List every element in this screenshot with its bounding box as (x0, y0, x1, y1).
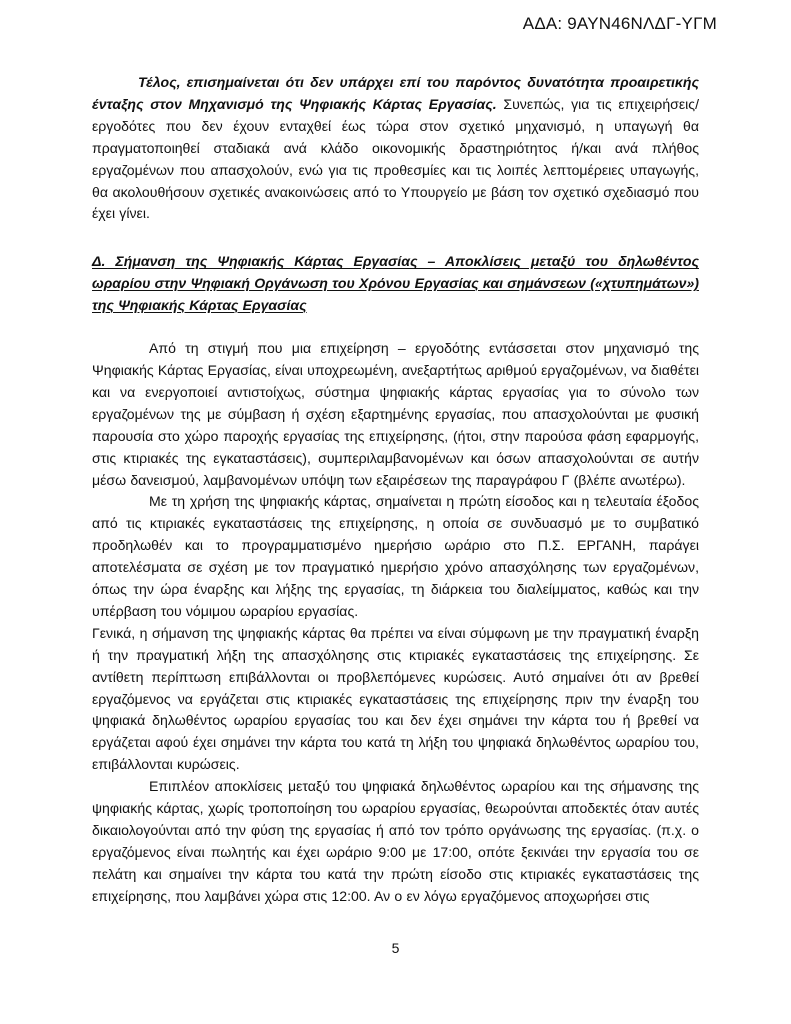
paragraph-deviations: Επιπλέον αποκλίσεις μεταξύ του ψηφιακά δηλωθέντος ωραρίου και της σήμανσης της ψηφιακής κάρτας, χωρίς τροποποίηση του ωραρίου εργασίας, θεωρούνται αποδεκτές όταν αυτές δικαιολογούνται από την φύση της εργασίας ή από τον τρόπο οργάνωσης της εργασίας. (π.χ. ο εργαζόμενος είναι πωλητής και έχει ωράριο 9:00 με 17:00, οπότε ξεκινάει την εργασία του σε πελάτη και σημαίνει την κάρτα του κατά την πρώτη είσοδο στις κτιριακές εγκαταστάσεις της επιχείρησης, που λαμβάνει χώρα στις 12:00. Αν ο εν λόγω εργαζόμενος αποχωρήσει στις (92, 778, 699, 904)
spacer (92, 317, 699, 338)
paragraph-optional-integration (92, 72, 699, 225)
paragraph-card-marking: Γενικά, η σήμανση της ψηφιακής κάρτας θα πρέπει να είναι σύμφωνη με την πραγματική έναρξη ή την πραγματική λήξη της απασχόλησης στις κτιριακές εγκαταστάσεις της επιχείρησης. Σε αντίθετη περίπτωση επιβάλλονται οι προβλεπόμενες κυρώσεις. Αυτό σημαίνει ότι αν βρεθεί εργαζόμενος να εργάζεται στις κτιριακές εγκαταστάσεις της επιχείρησης πριν την έναρξη του ψηφιακά δηλωθέντος ωραρίου εργασίας του και δεν έχει σημάνει την κάρτα του ή βρεθεί να εργάζεται αφού έχει σημάνει την κάρτα του κατά τη λήξη του ψηφιακά δηλωθέντος ωραρίου του, επιβάλλονται κυρώσεις. (92, 624, 699, 773)
page-number: 5 (391, 940, 400, 956)
document-body (92, 72, 699, 908)
paragraph-integration-obligation: Από τη στιγμή που μια επιχείρηση – εργοδότης εντάσσεται στον μηχανισμό της Ψηφιακής Κάρτας Εργασίας, είναι υποχρεωμένη, ανεξαρτήτως αριθμού εργαζομένων, να διαθέτει και να ενεργοποιεί αντιστοίχως, σύστημα ψηφιακής κάρτας εργασίας για το σύνολο των εργαζομένων της με σύμβαση ή σχέση εξαρτημένης εργασίας, που απασχολούνται με φυσική παρουσία στο χώρο παροχής εργασίας της επιχείρησης, (ήτοι, στην παρούσα φάση εφαρμογής, στις κτιριακές της εγκαταστάσεις), συμπεριλαμβανομένων και όσων απασχολούνται σε αυτήν μέσω δανεισμού, λαμβανομένων υπόψη των εξαιρέσεων της παραγράφου Γ (βλέπε ανωτέρω). (92, 340, 699, 488)
paragraph-text: Συνεπώς, για τις επιχειρήσεις/εργοδότες που δεν έχουν ενταχθεί έως τώρα στον σχετικό μηχανισμό, η υπαγωγή θα πραγματοποιηθεί σταδιακά ανά κλάδο οικονομικής δραστηριότητος ή/και ανά πλήθος εργαζομένων που απασχολούν, ενώ για τις προθεσμίες και τις λοιπές λεπτομέρειες υπαγωγής, θα ακολουθήσουν σχετικές ανακοινώσεις από το Υπουργείο με βάση τον σχετικό σχεδιασμό που έχει γίνει. (92, 95, 699, 222)
paragraph-card-usage: Με τη χρήση της ψηφιακής κάρτας, σημαίνεται η πρώτη είσοδος και η τελευταία έξοδος από τις κτιριακές εγκαταστάσεις της επιχείρησης, η οποία σε συνδυασμό με το συμβατικό προδηλωθέν και το προγραμματισμένο ημερήσιο ωράριο στο Π.Σ. ΕΡΓΑΝΗ, παράγει αποτελέσματα σε σχέση με τον πραγματικό ημερήσιο χρόνο απασχόλησης των εργαζομένων, όπως την ώρα έναρξης και λήξης της εργασίας, τη διάρκεια του διαλείμματος, καθώς και την υπέρβαση του νόμιμου ωραρίου εργασίας. (92, 493, 699, 619)
document-ada-code: ΑΔΑ: 9ΑΥΝ46ΝΛΔΓ-ΥΓΜ (522, 14, 717, 33)
emphasized-statement: Τέλος, επισημαίνεται ότι δεν υπάρχει επί του παρόντος δυνατότητα προαιρετικής ένταξης στον Μηχανισμό της Ψηφιακής Κάρτας Εργασίας. (92, 74, 699, 112)
section-heading-d: Δ. Σήμανση της Ψηφιακής Κάρτας Εργασίας – Αποκλίσεις μεταξύ του δηλωθέντος ωραρίου στην Ψηφιακή Οργάνωση του Χρόνου Εργασίας και σημάνσεων («χτυπημάτων») της Ψηφιακής Κάρτας Εργασίας (92, 253, 699, 314)
